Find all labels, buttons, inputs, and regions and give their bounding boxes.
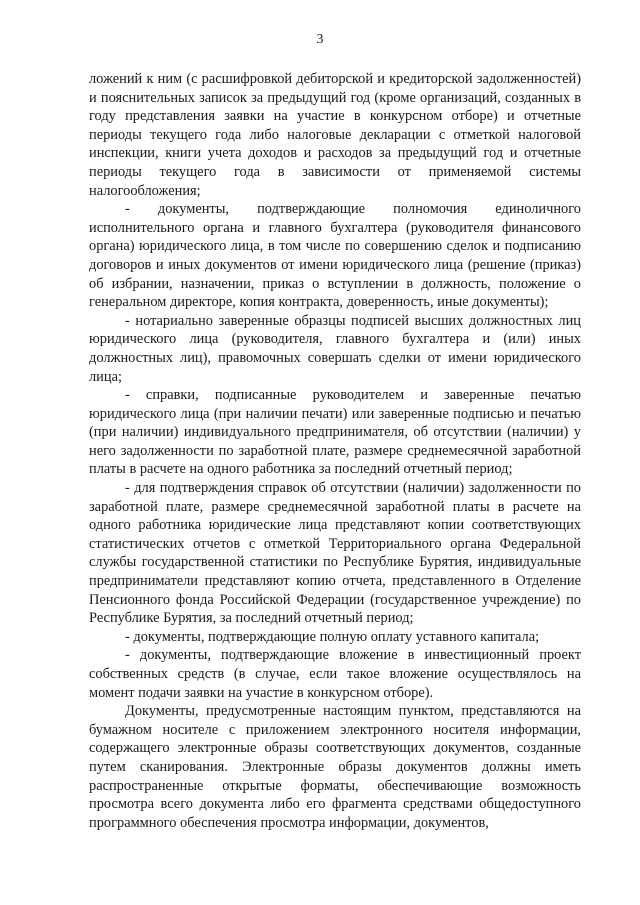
document-body [89,70,581,832]
paragraph-continuation: ложений к ним (с расшифровкой дебиторской и кредиторской задолженностей) и пояснительных записок за предыдущий год (кроме организаций, созданных в году представления заявки на участие в конкурсном отборе) и отчетные периоды текущего года либо налоговые декларации с отметкой налоговой инспекции, книги учета доходов и расходов за предыдущий год и отчетные периоды текущего года в зависимости от применяемой системы налогообложения; [89,71,581,199]
paragraph-authority-documents: - документы, подтверждающие полномочия единоличного исполнительного органа и главного бухгалтера (руководителя финансового органа) юридического лица, в том числе по совершению сделок и подписанию договоров и иных документов от имени юридического лица (решение (приказ) об избрании, назначении, приказ о вступлении в должность, положение о генеральном директоре, копия контракта, доверенность, иные документы); [89,201,581,311]
paragraph-capital-payment: - документы, подтверждающие полную оплату уставного капитала; [125,628,540,645]
paragraph-statistical-reports: - для подтверждения справок об отсутствии (наличии) задолженности по заработной плате, размере среднемесячной заработной платы в расчете на одного работника юридические лица представляют копии соответствующих статистических отчетов с отметкой Территориального органа Федеральной службы государственной статистики по Республике Бурятия, индивидуальные предприниматели представляют копию отчета, представленного в Отделение Пенсионного фонда Российской Федерации (государственное учреждение) по Республике Бурятия, за последний отчетный период; [89,480,581,627]
page-number: 3 [316,32,324,47]
paragraph-signature-samples: - нотариально заверенные образцы подписей высших должностных лиц юридического лица (руководителя, главного бухгалтера и (или) иных должностных лиц), правомочных совершать сделки от имени юридического лица; [89,312,581,385]
paragraph-salary-certificates: - справки, подписанные руководителем и заверенные печатью юридического лица (при наличии печати) или заверенные подписью и печатью (при наличии) индивидуального предпринимателя, об отсутствии (наличии) у него задолженности по заработной плате, размере среднемесячной заработной платы в расчете на одного работника за последний отчетный период; [89,387,581,478]
paragraph-own-funds: - документы, подтверждающие вложение в инвестиционный проект собственных средств (в случае, если такое вложение осуществлялось на момент подачи заявки на участие в конкурсном отборе). [89,647,581,701]
paragraph-document-format: Документы, предусмотренные настоящим пунктом, представляются на бумажном носителе с приложением электронного носителя информации, содержащего электронные образы соответствующих документов, созданные путем сканирования. Электронные образы документов должны иметь распространенные открытые форматы, обеспечивающие возможность просмотра всего документа либо его фрагмента средствами общедоступного программного обеспечения просмотра информации, документов, [89,703,581,831]
